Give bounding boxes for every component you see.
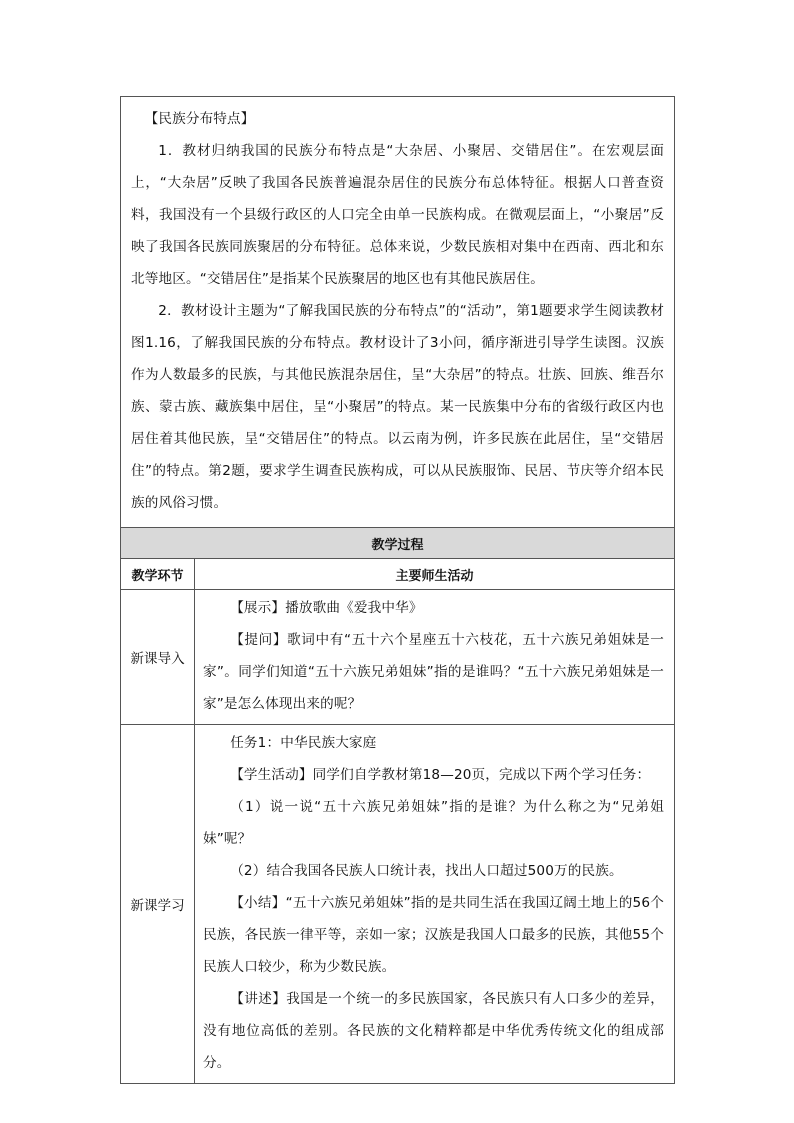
intro-cell (121, 97, 675, 528)
column-header-activity: 主要师生活动 (195, 559, 675, 590)
activity-line: （1）说一说“五十六族兄弟姐妹”指的是谁？为什么称之为“兄弟姐妹”呢？ (203, 799, 664, 847)
intro-row (121, 97, 675, 528)
activity-line: 【小结】“五十六族兄弟姐妹”指的是共同生活在我国辽阔土地上的56个民族，各民族一律平等，亲如一家；汉族是我国人口最多的民族，其他55个民族人口较少，称为少数民族。 (203, 895, 664, 975)
activity-line: 【提问】歌词中有“五十六个星座五十六枝花，五十六族兄弟姐妹是一家”。同学们知道“五十六族兄弟姐妹”指的是谁吗？“五十六族兄弟姐妹是一家”是怎么体现出来的呢？ (203, 632, 664, 712)
activity-line: 【展示】播放歌曲《爱我中华》 (230, 600, 423, 616)
column-header-row (121, 559, 675, 590)
stage-label: 新课学习 (121, 725, 195, 1084)
lesson-plan-table (120, 96, 675, 1084)
intro-paragraph-2: 2．教材设计主题为“了解我国民族的分布特点”的“活动”，第1题要求学生阅读教材图1.16，了解我国民族的分布特点。教材设计了3小问，循序渐进引导学生读图。汉族作为人数最多的民族，与其他民族混杂居住，呈“大杂居”的特点。壮族、回族、维吾尔族、蒙古族、藏族集中居住，呈“小聚居”的特点。某一民族集中分布的省级行政区内也居住着其他民族，呈“交错居住”的特点。以云南为例，许多民族在此居住，呈“交错居住”的特点。第2题，要求学生调查民族构成，可以从民族服饰、民居、节庆等介绍本民族的风俗习惯。 (131, 303, 664, 511)
intro-heading: 【民族分布特点】 (144, 111, 255, 127)
process-title-row (121, 528, 675, 559)
activity-line: 【学生活动】同学们自学教材第18—20页，完成以下两个学习任务： (230, 767, 651, 783)
intro-paragraph-1: 1．教材归纳我国的民族分布特点是“大杂居、小聚居、交错居住”。在宏观层面上，“大杂居”反映了我国各民族普遍混杂居住的民族分布总体特征。根据人口普查资料，我国没有一个县级行政区的人口完全由单一民族构成。在微观层面上，“小聚居”反映了我国各民族同族聚居的分布特征。总体来说，少数民族相对集中在西南、西北和东北等地区。“交错居住”是指某个民族聚居的地区也有其他民族居住。 (131, 143, 664, 287)
process-title: 教学过程 (121, 528, 675, 559)
activity-line: （2）结合我国各民族人口统计表，找出人口超过500万的民族。 (230, 863, 623, 879)
table-row (121, 725, 675, 1084)
activity-line: 任务1：中华民族大家庭 (230, 735, 377, 751)
activity-cell (195, 725, 675, 1084)
activity-cell (195, 590, 675, 725)
stage-label: 新课导入 (121, 590, 195, 725)
activity-line: 【讲述】我国是一个统一的多民族国家，各民族只有人口多少的差异，没有地位高低的差别。各民族的文化精粹都是中华优秀传统文化的组成部分。 (203, 991, 664, 1071)
table-row (121, 590, 675, 725)
column-header-stage: 教学环节 (121, 559, 195, 590)
